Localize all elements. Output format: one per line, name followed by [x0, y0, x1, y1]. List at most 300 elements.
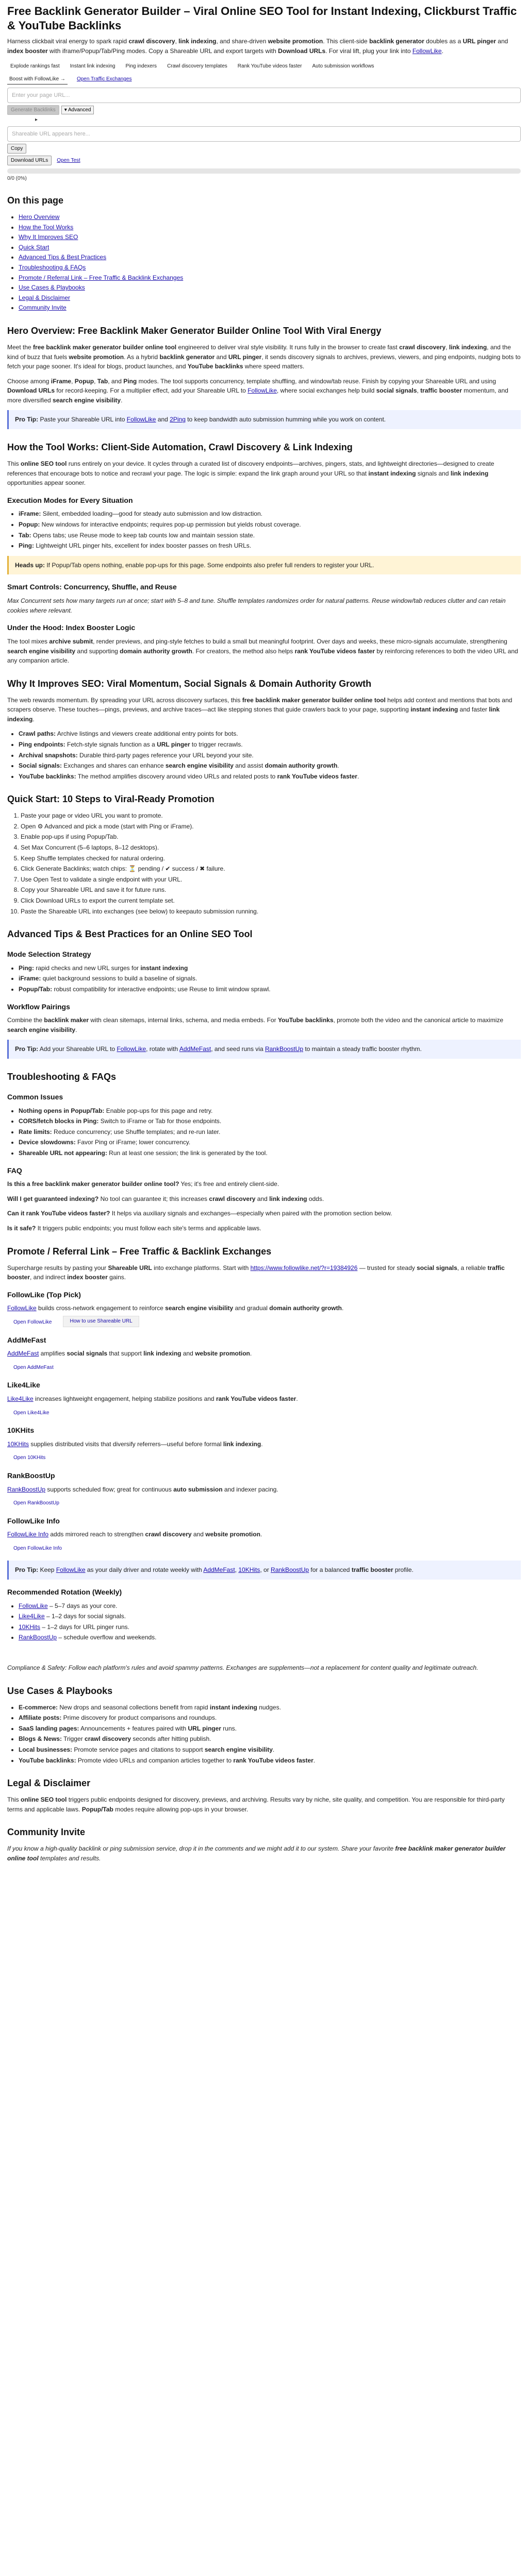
common-issues-heading: Common Issues [7, 1092, 63, 1101]
bold-seg: Popup: [19, 521, 40, 529]
exchange-card [7, 1425, 521, 1463]
intro-text [7, 37, 521, 56]
addmefast-link[interactable]: AddMeFast [179, 1045, 211, 1053]
step-item: 6. Click Generate Backlinks; watch chips: ⏳ pending / ✔ success / ✖ failure. [21, 864, 521, 874]
intro-seg: . [441, 47, 443, 55]
quick-start-steps [7, 811, 521, 916]
url-input[interactable] [7, 88, 521, 103]
bold-seg: Ping: [19, 964, 34, 972]
how-paragraph [7, 459, 521, 488]
list-item [19, 1612, 521, 1621]
advanced-toggle[interactable]: ▾ Advanced [61, 106, 94, 114]
bold-seg: search engine visibility [165, 1304, 234, 1312]
text-seg: . [296, 1395, 298, 1402]
tip-label: Pro Tip: [15, 416, 39, 423]
intro-bold: URL pinger [463, 38, 496, 45]
text-seg: nudges. [257, 1703, 281, 1711]
bold-seg: Blogs & News: [19, 1735, 62, 1743]
text-seg: Favor Ping or iFrame; lower concurrency. [75, 1139, 191, 1146]
step-item: 3. Enable pop-ups if using Popup/Tab. [21, 832, 521, 842]
boost-followlike-tab[interactable]: Boost with FollowLike → [7, 74, 68, 85]
popup-warning [7, 556, 521, 575]
exchange-card-text [7, 1530, 521, 1539]
page [0, 4, 528, 1878]
bold-seg: link indexing [449, 343, 487, 351]
toc-item [19, 243, 521, 252]
followlike-link[interactable]: FollowLike [117, 1045, 146, 1053]
text-seg: modes require allowing pop-ups in your browser. [113, 1805, 249, 1813]
toc-item [19, 273, 521, 283]
toc-link-quick[interactable]: Quick Start [19, 243, 50, 251]
list-item [19, 1745, 521, 1755]
toc-item [19, 232, 521, 242]
promote-heading: Promote / Referral Link – Free Traffic & Backlink Exchanges [7, 1246, 272, 1257]
text-seg: Silent, embedded loading—good for steady auto submission and low distraction. [41, 510, 262, 518]
toc-item [19, 252, 521, 262]
text-seg: The web rewards momentum. By spreading your URL across discovery surfaces, this [7, 696, 242, 704]
bold-seg: search engine visibility [7, 1026, 76, 1033]
tab-explode-rankings[interactable]: Explode rankings fast [7, 61, 63, 72]
list-item [19, 1724, 521, 1734]
exchange-card-text [7, 1439, 521, 1449]
troubleshooting-heading: Troubleshooting & FAQs [7, 1072, 116, 1082]
step-item: 8. Copy your Shareable URL and save it for future runs. [21, 885, 521, 895]
modes-heading: Execution Modes for Every Situation [7, 496, 133, 504]
bold-seg: Rate limits: [19, 1128, 52, 1136]
text-seg: adds mirrored reach to strengthen [48, 1531, 145, 1538]
exchange-card-title: AddMeFast [7, 1335, 46, 1344]
bold-seg: traffic booster [420, 387, 462, 395]
tip-label: Pro Tip: [15, 1045, 39, 1053]
text-seg: and faster [458, 706, 489, 714]
list-item [19, 541, 521, 551]
list-item [19, 531, 521, 540]
text-seg: profile. [393, 1566, 414, 1574]
toc-item [19, 263, 521, 273]
tab-crawl-templates[interactable]: Crawl discovery templates [164, 61, 230, 72]
text-seg: increases lightweight engagement, helping stabilize positions and [33, 1395, 216, 1402]
toc-link-community[interactable]: Community Invite [19, 304, 67, 312]
text-seg: Combine the [7, 1016, 44, 1024]
progress-bar [7, 168, 521, 174]
bold-seg: social signals [376, 387, 417, 395]
text-seg: Promote service pages and citations to support [72, 1745, 205, 1753]
text-seg: Switch to iFrame or Tab for those endpoints. [98, 1117, 222, 1125]
intro-bold: link indexing [178, 38, 217, 45]
list-item [19, 1734, 521, 1744]
text-seg: Exchanges and shares can enhance [62, 762, 166, 770]
copy-button[interactable]: Copy [7, 144, 26, 154]
page-title: Free Backlink Generator Builder – Viral Online SEO Tool for Instant Indexing, Clickburst Traffic & YouTube Backlinks [7, 5, 517, 32]
toc-link-how[interactable]: How the Tool Works [19, 223, 74, 231]
bold-seg: Tab: [19, 531, 31, 539]
open-followlike-button[interactable]: Open FollowLike [13, 1319, 52, 1325]
bold-seg: crawl discovery [209, 1195, 256, 1202]
rankboostup-link[interactable]: RankBoostUp [271, 1566, 309, 1574]
text-seg: New windows for interactive endpoints; requires pop-up permission but yields robust coverage. [40, 521, 301, 529]
bold-seg: free backlink maker generator builder online tool [7, 1845, 506, 1862]
text-seg: Prime discovery for product comparisons and roundups. [61, 1714, 217, 1722]
text-seg: that support [107, 1350, 144, 1358]
promote-pro-tip [7, 1561, 521, 1580]
text-seg: . [261, 1440, 263, 1448]
open-followlike-info-button[interactable]: Open FollowLike Info [13, 1545, 62, 1551]
followlike-link[interactable]: FollowLike [126, 416, 156, 423]
text-seg: and [255, 1195, 270, 1202]
bold-seg: Ping endpoints: [19, 741, 65, 748]
text-seg: Trigger [62, 1735, 85, 1743]
10khits-link[interactable]: 10KHits [7, 1440, 29, 1448]
step-item: 4. Set Max Concurrent (5–6 laptops, 8–12 desktops). [21, 843, 521, 853]
text-seg: . [313, 1756, 316, 1764]
text-seg: , promote both the video and the canonical article to maximize [333, 1016, 504, 1024]
list-item [19, 1127, 521, 1137]
text-seg: – 1–2 days for URL pinger runs. [40, 1623, 130, 1631]
text-seg: supports scheduled flow; great for continuous [45, 1485, 174, 1493]
bold-seg: rank YouTube videos faster [294, 647, 375, 655]
text-seg: quiet background sessions to build a baseline of signals. [41, 975, 197, 982]
bold-seg: Download URLs [7, 387, 55, 395]
text-seg: Run at least one session; the link is generated by the tool. [107, 1149, 268, 1157]
hero-heading: Hero Overview: Free Backlink Maker Generator Builder Online Tool With Viral Energy [7, 326, 382, 336]
step-item: 5. Keep Shuffle templates checked for natural ordering. [21, 854, 521, 863]
intro-bold: index booster [7, 47, 48, 55]
step-item: 2. Open ⚙ Advanced and pick a mode (start with Ping or iFrame). [21, 822, 521, 832]
tab-auto-submission[interactable]: Auto submission workflows [309, 61, 377, 72]
legal-text [7, 1795, 521, 1814]
rankboostup-link[interactable]: RankBoostUp [265, 1045, 303, 1053]
text-seg: templates and results. [38, 1854, 101, 1862]
bold-seg: YouTube backlinks [187, 363, 243, 370]
text-seg: If Popup/Tab opens nothing, enable pop-ups for this page. Some endpoints also prefer full renders to register your URL. [45, 561, 374, 569]
intro-seg: . For viral lift, plug your link into [325, 47, 412, 55]
bold-seg: link indexing [450, 469, 489, 477]
generate-controls [7, 105, 521, 115]
open-10khits-button[interactable]: Open 10KHits [13, 1455, 46, 1461]
bold-seg: Popup [74, 377, 94, 385]
text-seg: , and indirect [30, 1274, 68, 1281]
text-seg: . [75, 1026, 77, 1033]
like4like-link[interactable]: Like4Like [7, 1395, 34, 1402]
generate-backlinks-button[interactable]: Generate Backlinks [7, 105, 59, 115]
text-seg: If you know a high-quality backlink or ping submission service, drop it in the comments and we might add it to our system. Share your favorite [7, 1845, 395, 1853]
list-item [19, 1601, 521, 1611]
text-seg: modes. The tool supports concurrency, template shuffling, and window/tab reuse. Finish by copying your Shareable URL and using [137, 377, 496, 385]
bold-seg: search engine visibility [165, 762, 234, 770]
text-seg: and supporting [75, 647, 120, 655]
exchange-card-text [7, 1485, 521, 1495]
followlike-referral-link[interactable]: https://www.followlike.net/?r=19384926 [250, 1264, 358, 1272]
list-item [19, 1148, 521, 1158]
toc-link-legal[interactable]: Legal & Disclaimer [19, 294, 71, 301]
text-seg: , [446, 343, 449, 351]
text-seg: engineered to deliver viral style visibility. It runs fully in the browser to create fast [176, 343, 400, 351]
bold-seg: website promotion [205, 1531, 260, 1538]
text-seg: rapid checks and new URL surges for [34, 964, 141, 972]
toc-link-promote[interactable]: Promote / Referral Link – Free Traffic & Backlink Exchanges [19, 274, 184, 281]
bold-seg: search engine visibility [204, 1745, 273, 1753]
list-item [19, 1138, 521, 1147]
bold-seg: free backlink maker generator builder online tool [242, 696, 386, 704]
bold-seg: Ping: [19, 542, 34, 550]
faq-heading: FAQ [7, 1166, 22, 1175]
text-seg: and [156, 416, 170, 423]
community-heading: Community Invite [7, 1827, 86, 1838]
rotation-heading: Recommended Rotation (Weekly) [7, 1588, 122, 1596]
list-item [19, 1756, 521, 1766]
toc-link-why[interactable]: Why It Improves SEO [19, 233, 78, 241]
step-item: 10. Paste the Shareable URL into exchanges (see below) to keepauto submission running. [21, 907, 521, 917]
text-seg: amplifies [39, 1350, 67, 1358]
bold-seg: Social signals: [19, 762, 62, 770]
list-item [19, 772, 521, 782]
toc-link-troubleshooting[interactable]: Troubleshooting & FAQs [19, 264, 86, 272]
issues-list [7, 1106, 521, 1158]
faq-question: Is this a free backlink maker generator builder online tool? [7, 1180, 179, 1188]
bold-seg: domain authority growth [120, 647, 192, 655]
faq-item [7, 1224, 521, 1233]
list-item [19, 509, 521, 519]
bold-seg: Local businesses: [19, 1745, 73, 1753]
hero-paragraph-1 [7, 343, 521, 371]
bold-seg: Nothing opens in Popup/Tab: [19, 1107, 105, 1114]
text-seg: , [235, 1566, 239, 1574]
progress-text: 0/0 (0%) [7, 175, 27, 181]
list-item [19, 1622, 521, 1632]
bold-seg: instant indexing [209, 1703, 257, 1711]
bold-seg: Tab [97, 377, 108, 385]
bold-seg: index booster [67, 1274, 108, 1281]
intro-seg: , and share-driven [216, 38, 268, 45]
faq-item [7, 1194, 521, 1204]
followlike-link[interactable]: FollowLike [7, 1304, 37, 1312]
text-seg: and [214, 353, 228, 361]
text-seg: Meet the [7, 343, 34, 351]
quick-start-heading: Quick Start: 10 Steps to Viral-Ready Promotion [7, 794, 214, 805]
shareable-url-field[interactable] [7, 126, 521, 142]
text-seg: . [272, 1745, 275, 1753]
text-seg: , where social exchanges help build [276, 387, 376, 395]
why-list [7, 729, 521, 781]
text-seg: supplies distributed visits that diversify referrers—useful before formal [29, 1440, 223, 1448]
followlike-info-link[interactable]: FollowLike Info [7, 1531, 49, 1538]
text-seg: into exchange platforms. Start with [152, 1264, 251, 1272]
open-traffic-exchanges-tab[interactable]: Open Traffic Exchanges [76, 76, 132, 82]
bold-seg: auto submission [173, 1485, 223, 1493]
text-seg: for record-keeping. For a multiplier effect, add your Shareable URL to [55, 387, 248, 395]
text-seg: and assist [233, 762, 265, 770]
list-item [19, 751, 521, 760]
text-seg: . [337, 762, 339, 770]
text-seg: odds. [307, 1195, 324, 1202]
like4like-link[interactable]: Like4Like [19, 1613, 45, 1620]
10khits-link[interactable]: 10KHits [19, 1623, 41, 1631]
faq-question: Will I get guaranteed indexing? [7, 1195, 99, 1202]
bold-seg: rank YouTube videos faster [216, 1395, 296, 1402]
bold-seg: instant indexing [410, 706, 458, 714]
text-seg: Paste your Shareable URL into [38, 416, 127, 423]
list-item [19, 1116, 521, 1126]
bold-seg: iFrame: [19, 510, 41, 518]
toc-item [19, 293, 521, 303]
featured-card-title: FollowLike (Top Pick) [7, 1290, 81, 1299]
text-seg: and indexer pacing. [222, 1485, 278, 1493]
modes-list [7, 509, 521, 550]
how-to-use-shareable-button[interactable]: How to use Shareable URL [63, 1316, 139, 1327]
text-seg: Promote video URLs and companion articles together to [76, 1756, 234, 1764]
rankboostup-link[interactable]: RankBoostUp [7, 1485, 46, 1493]
faq-item [7, 1209, 521, 1218]
faq-answer: No tool can guarantee it; this increases [100, 1195, 209, 1202]
smart-controls-heading: Smart Controls: Concurrency, Shuffle, and Reuse [7, 583, 177, 591]
bold-seg: instant indexing [140, 964, 188, 972]
text-seg: Lightweight URL pinger hits, excellent for index booster passes on fresh URLs. [34, 542, 252, 550]
how-heading: How the Tool Works: Client-Side Automation, Crawl Discovery & Link Indexing [7, 442, 353, 453]
toc-item [19, 212, 521, 222]
bold-seg: crawl discovery [399, 343, 446, 351]
followlike-link[interactable]: FollowLike [248, 387, 277, 395]
bold-seg: E-commerce: [19, 1703, 58, 1711]
bold-seg: backlink maker [44, 1016, 89, 1024]
bold-seg: link indexing [223, 1440, 261, 1448]
open-like4like-button[interactable]: Open Like4Like [13, 1410, 50, 1416]
text-seg: , and the kind of buzz that fuels [7, 343, 511, 361]
text-seg: helps add context and mentions that bots and scrapers observe. These touches—pings, previews, and archive traces—act like stepping stones that guide crawlers back to your page, supporting [7, 696, 513, 714]
bold-seg: YouTube backlinks: [19, 1756, 76, 1764]
exchange-card [7, 1380, 521, 1418]
advanced-heading: Advanced Tips & Best Practices for an Online SEO Tool [7, 929, 253, 940]
step-item: 9. Click Download URLs to export the current template set. [21, 896, 521, 906]
exchange-card-text [7, 1349, 521, 1359]
text-seg: Choose among [7, 377, 51, 385]
text-seg: where speed matters. [243, 363, 305, 370]
text-seg: for a balanced [309, 1566, 352, 1574]
addmefast-link[interactable]: AddMeFast [203, 1566, 235, 1574]
under-hood-text [7, 637, 521, 666]
bold-seg: Crawl paths: [19, 730, 56, 738]
tab-ping-indexers[interactable]: Ping indexers [122, 61, 160, 72]
tip-label: Heads up: [15, 561, 45, 569]
text-seg: to trigger recrawls. [190, 741, 243, 748]
text-seg: signals and [416, 469, 451, 477]
bold-seg: SaaS landing pages: [19, 1724, 79, 1732]
bold-seg: crawl discovery [145, 1531, 192, 1538]
intro-seg: , [175, 38, 179, 45]
text-seg: , it sends discovery signals to archives, previews, viewers, and ping endpoints, nudging bots to fetch your page sooner. It's ideal for blogs, product launches, and [7, 353, 521, 370]
bold-seg: backlink generator [159, 353, 215, 361]
exchange-card [7, 1335, 521, 1373]
open-addmefast-button[interactable]: Open AddMeFast [13, 1364, 54, 1370]
bold-seg: iFrame [51, 377, 72, 385]
bold-seg: free backlink maker generator builder online tool [33, 343, 177, 351]
text-seg: Reduce concurrency; use Shuffle templates; and re-run later. [52, 1128, 221, 1136]
toc-link-usecases[interactable]: Use Cases & Playbooks [19, 284, 85, 292]
toc-item [19, 223, 521, 232]
bold-seg: online SEO tool [21, 460, 67, 467]
mode-strategy-heading: Mode Selection Strategy [7, 950, 91, 959]
list-item [19, 1713, 521, 1723]
list-item [19, 761, 521, 771]
intro-seg: with iframe/Popup/Tab/Ping modes. Copy a Shareable URL and export targets with [47, 47, 278, 55]
text-seg: . [260, 1531, 262, 1538]
bold-seg: Shareable URL not appearing: [19, 1149, 107, 1157]
text-seg: runs entirely on your device. It cycles through a curated list of discovery endpoints—archives, pingers, stats, and lightweight directories—designed to create references that encourage bots to notice and recrawl your page. The logic is simple: expand the link graph around your URL so that [7, 460, 494, 477]
bold-seg: YouTube backlinks [277, 1016, 334, 1024]
use-cases-list [7, 1703, 521, 1766]
text-seg: . [341, 1304, 344, 1312]
text-seg: Enable pop-ups for this page and retry. [104, 1107, 213, 1114]
bold-seg: YouTube backlinks: [19, 772, 76, 780]
toc-link-advanced[interactable]: Advanced Tips & Best Practices [19, 253, 107, 261]
text-seg: , a reliable [457, 1264, 488, 1272]
bold-seg: Ping [123, 377, 137, 385]
tab-instant-indexing[interactable]: Instant link indexing [67, 61, 119, 72]
text-seg: This [7, 460, 21, 467]
rotation-list [7, 1601, 521, 1642]
text-seg: by reinforcing references to both the video URL and any companion article. [7, 647, 518, 665]
bold-seg: rank YouTube videos faster [233, 1756, 314, 1764]
open-test-button[interactable]: Open Test [54, 156, 83, 165]
intro-bold: crawl discovery [128, 38, 175, 45]
open-rankboostup-button[interactable]: Open RankBoostUp [13, 1500, 59, 1506]
under-hood-heading: Under the Hood: Index Booster Logic [7, 623, 136, 632]
followlike-link[interactable]: FollowLike [56, 1566, 86, 1574]
bold-seg: website promotion [69, 353, 124, 361]
tab-rank-youtube[interactable]: Rank YouTube videos faster [235, 61, 305, 72]
text-seg: The tool mixes [7, 637, 50, 645]
text-seg: – 5–7 days as your core. [47, 1602, 118, 1609]
workflow-text [7, 1015, 521, 1035]
list-item [19, 1703, 521, 1713]
workflow-heading: Workflow Pairings [7, 1002, 70, 1011]
text-seg: , [71, 377, 75, 385]
text-seg: runs. [221, 1724, 237, 1732]
text-seg: Add your Shareable URL to [38, 1045, 117, 1053]
bold-seg: website promotion [195, 1350, 250, 1358]
bold-seg: Archival snapshots: [19, 751, 78, 759]
bold-seg: CORS/fetch blocks in Ping: [19, 1117, 99, 1125]
list-item [19, 963, 521, 973]
rankboostup-link[interactable]: RankBoostUp [19, 1634, 57, 1641]
addmefast-link[interactable]: AddMeFast [7, 1350, 39, 1358]
bold-seg: Popup/Tab: [19, 985, 53, 993]
exchange-card [7, 1470, 521, 1509]
text-seg: Announcements + features paired with [79, 1724, 188, 1732]
bold-seg: link indexing [143, 1350, 182, 1358]
download-urls-button[interactable]: Download URLs [7, 156, 52, 165]
promote-intro [7, 1263, 521, 1282]
text-seg: momentum, and more diversified [7, 387, 508, 404]
text-seg: as your daily driver and rotate weekly with [85, 1566, 204, 1574]
hero-pro-tip [7, 410, 521, 429]
toc-item [19, 283, 521, 293]
text-seg: to keep bandwidth auto submission humming while you work on content. [185, 416, 386, 423]
smart-controls-text: Max Concurrent sets how many targets run at once; start with 5–8 and tune. Shuffle templates randomizes order for natural patterns. Reuse window/tab reduces clutter and can retain cookies where relevant. [7, 597, 506, 614]
bold-seg: Popup/Tab [81, 1805, 113, 1813]
toc-link-hero[interactable]: Hero Overview [19, 213, 60, 221]
intro-bold: Download URLs [278, 47, 326, 55]
bold-seg: social signals [67, 1350, 108, 1358]
text-seg: New drops and seasonal collections benefit from rapid [58, 1703, 210, 1711]
followlike-link[interactable]: FollowLike [19, 1602, 48, 1609]
10khits-link[interactable]: 10KHits [238, 1566, 260, 1574]
advanced-collapsed-marker[interactable]: ▸ [35, 117, 38, 123]
text-seg: Supercharge results by pasting your [7, 1264, 108, 1272]
intro-followlike-link[interactable]: FollowLike [412, 47, 442, 55]
intro-seg: and [496, 38, 508, 45]
2ping-link[interactable]: 2Ping [170, 416, 186, 423]
hero-paragraph-2 [7, 377, 521, 405]
